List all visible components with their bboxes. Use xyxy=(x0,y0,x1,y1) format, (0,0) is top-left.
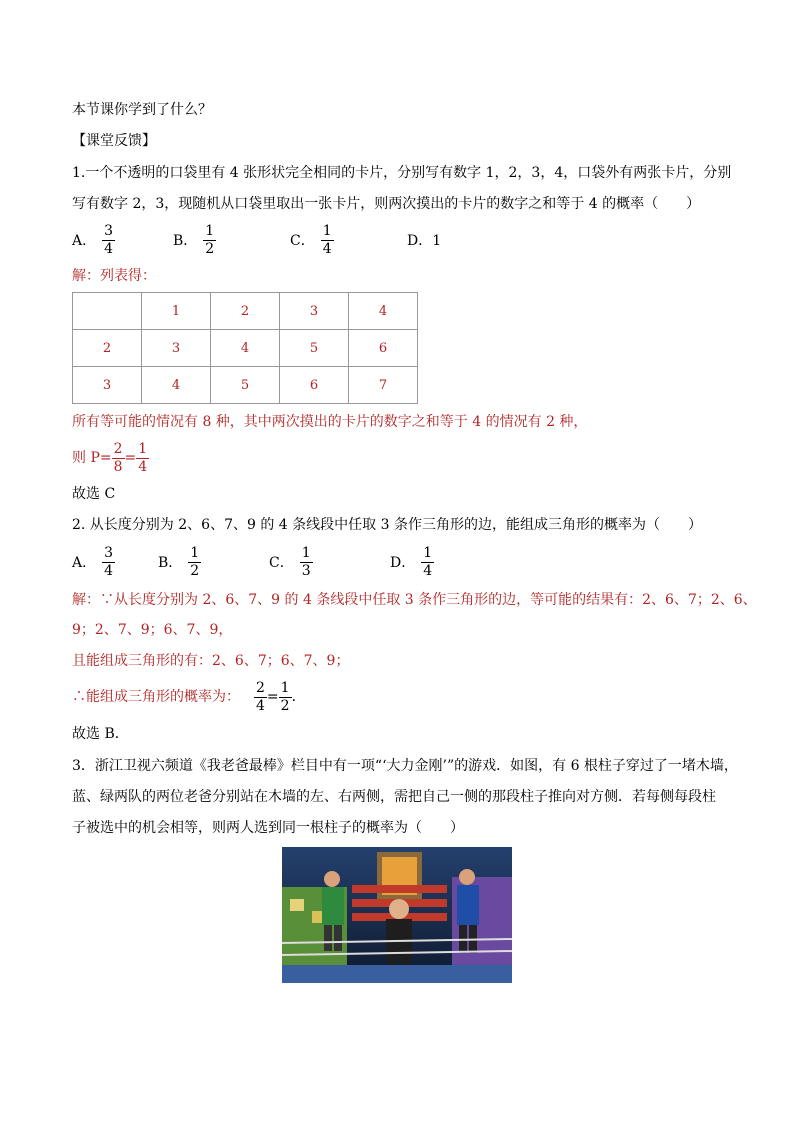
numerator: 1 xyxy=(423,544,433,561)
q2-option-b xyxy=(158,540,201,584)
table-cell: 1 xyxy=(142,293,211,330)
q1-option-b xyxy=(173,218,216,262)
denominator: 4 xyxy=(256,697,265,714)
fraction xyxy=(203,223,216,258)
q2-solution-line-1: 解：∵从长度分别为 2、6、7、9 的 4 条线段中任取 3 条作三角形的边，等可能的结果有：2、6、7；2、6、 xyxy=(72,592,757,608)
fraction xyxy=(188,545,201,580)
option-label: A． xyxy=(72,555,97,571)
q1-sum-table xyxy=(72,292,418,404)
numerator: 1 xyxy=(138,440,148,457)
q2-probability xyxy=(72,676,306,718)
prob-prefix: 则 P= xyxy=(72,450,112,466)
table-cell: 6 xyxy=(349,330,418,367)
denominator: 4 xyxy=(104,562,114,579)
table-cell: 5 xyxy=(211,367,280,404)
q2-text: 2. 从长度分别为 2、6、7、9 的 4 条线段中任取 3 条作三角形的边，能组成三角形的概率为（ ） xyxy=(72,517,702,533)
q3-text-line-2: 蓝、绿两队的两位老爸分别站在木墙的左、右两侧，需把自己一侧的那段柱子推向对方侧．若每侧每段柱 xyxy=(72,789,716,805)
equals-sign: = xyxy=(266,689,279,705)
game-show-photo xyxy=(282,847,512,983)
table-cell: 7 xyxy=(349,367,418,404)
table-cell: 3 xyxy=(280,293,349,330)
numerator: 1 xyxy=(280,679,290,696)
denominator: 2 xyxy=(280,697,290,714)
q2-option-d xyxy=(390,540,434,584)
q1-answer: 故选 C xyxy=(72,486,116,502)
numerator: 1 xyxy=(205,222,215,239)
fraction xyxy=(102,545,115,580)
q1-option-a xyxy=(72,218,115,262)
q1-option-d: D．1 xyxy=(407,233,442,249)
q1-option-c xyxy=(290,218,334,262)
fraction xyxy=(321,223,334,258)
numerator: 1 xyxy=(322,222,332,239)
denominator: 4 xyxy=(138,458,148,475)
denominator: 2 xyxy=(190,562,200,579)
q1-solution-intro: 解：列表得： xyxy=(72,268,156,284)
fraction xyxy=(254,680,267,715)
q2-solution-line-3: 且能组成三角形的有：2、6、7；6、7、9； xyxy=(72,653,350,669)
denominator: 4 xyxy=(423,562,433,579)
table-cell: 2 xyxy=(73,330,142,367)
equals-sign: = xyxy=(124,450,137,466)
table-cell: 2 xyxy=(211,293,280,330)
q1-options xyxy=(72,218,722,262)
q1-conclusion: 所有等可能的情况有 8 种，其中两次摸出的卡片的数字之和等于 4 的情况有 2 种， xyxy=(72,414,588,430)
option-label: A． xyxy=(72,233,97,249)
denominator: 2 xyxy=(205,240,215,257)
option-label: C． xyxy=(269,555,294,571)
numerator: 1 xyxy=(301,544,311,561)
fraction xyxy=(112,441,125,476)
denominator: 8 xyxy=(113,458,123,475)
table-cell: 4 xyxy=(349,293,418,330)
option-label: B． xyxy=(173,233,198,249)
option-label: D． xyxy=(390,555,416,571)
option-label: B． xyxy=(158,555,183,571)
table-cell: 3 xyxy=(73,367,142,404)
numerator: 1 xyxy=(190,544,200,561)
photo-illustration xyxy=(282,847,512,983)
numerator: 3 xyxy=(104,222,114,239)
q2-option-c xyxy=(269,540,313,584)
option-label: C． xyxy=(290,233,315,249)
fraction xyxy=(300,545,313,580)
period: ． xyxy=(291,689,306,705)
fraction xyxy=(279,680,292,715)
q2-answer: 故选 B． xyxy=(72,726,129,742)
prob-prefix: ∴能组成三角形的概率为： xyxy=(72,689,240,705)
table-cell: 3 xyxy=(142,330,211,367)
denominator: 4 xyxy=(322,240,332,257)
table-cell: 4 xyxy=(211,330,280,367)
table-row xyxy=(73,330,418,367)
section-title: 【课堂反馈】 xyxy=(72,133,156,149)
q2-solution-line-2: 9；2、7、9；6、7、9， xyxy=(72,622,233,638)
q1-text-line-2: 写有数字 2，3，现随机从口袋里取出一张卡片，则两次摸出的卡片的数字之和等于 4 的概率（ ） xyxy=(72,196,701,212)
table-cell xyxy=(73,293,142,330)
numerator: 3 xyxy=(104,544,114,561)
table-cell: 6 xyxy=(280,367,349,404)
fraction xyxy=(136,441,149,476)
numerator: 2 xyxy=(256,679,265,696)
table-cell: 5 xyxy=(280,330,349,367)
denominator: 4 xyxy=(104,240,114,257)
table-cell: 4 xyxy=(142,367,211,404)
q3-text-line-1: 3．浙江卫视六频道《我老爸最棒》栏目中有一项“‘大力金刚’”的游戏．如图，有 6 根柱子穿过了一堵木墙， xyxy=(72,758,738,774)
q2-option-a xyxy=(72,540,115,584)
table-row xyxy=(73,367,418,404)
q2-options xyxy=(72,540,722,584)
fraction xyxy=(102,223,115,258)
q1-probability xyxy=(72,438,149,478)
fraction xyxy=(421,545,434,580)
table-row xyxy=(73,293,418,330)
numerator: 2 xyxy=(113,440,123,457)
denominator: 3 xyxy=(301,562,311,579)
q1-text-line-1: 1.一个不透明的口袋里有 4 张形状完全相同的卡片，分别写有数字 1，2，3，4，口袋外有两张卡片，分别 xyxy=(72,165,732,181)
summary-heading: 本节课你学到了什么？ xyxy=(72,102,212,118)
q3-text-line-3: 子被选中的机会相等，则两人选到同一根柱子的概率为（ ） xyxy=(72,820,464,836)
